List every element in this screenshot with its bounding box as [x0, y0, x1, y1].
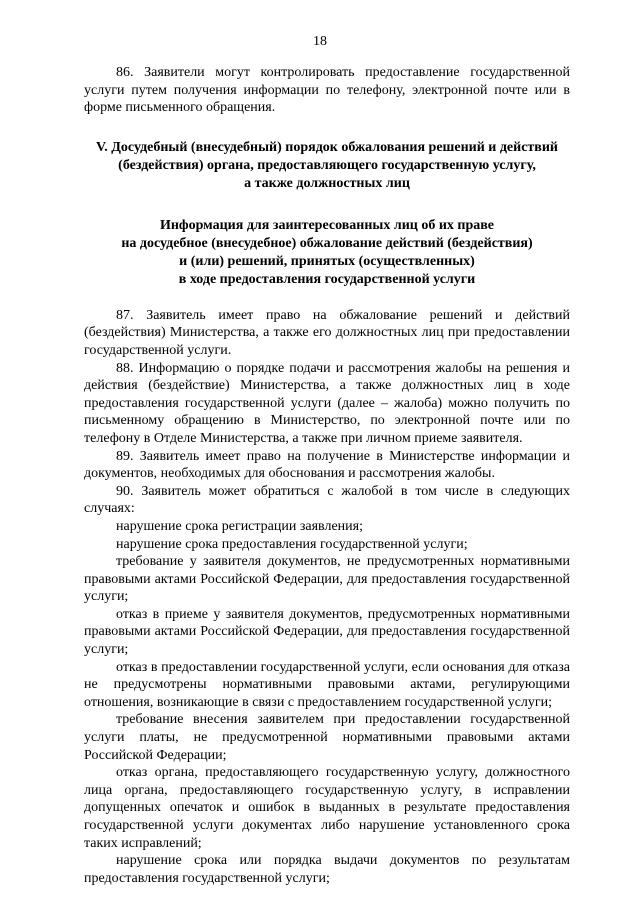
document-body: [84, 64, 570, 887]
case-item: нарушение срока предоставления государственной услуги;: [116, 536, 468, 552]
paragraph-90: 90. Заявитель может обратиться с жалобой в том числе в следующих случаях:: [84, 483, 570, 517]
case-item: нарушение срока регистрации заявления;: [116, 518, 363, 534]
paragraph-89: 89. Заявитель имеет право на получение в Министерстве информации и документов, необходимых для обоснования и рассмотрения жалобы.: [84, 448, 570, 482]
subsection-heading-line: в ходе предоставления государственной услуги: [178, 271, 476, 287]
case-item: отказ в приеме у заявителя документов, предусмотренных нормативными правовыми актами Российской Федерации, для предоставления государственной услуги;: [84, 606, 570, 658]
case-item: требование внесения заявителем при предоставлении государственной услуги платы, не предусмотренной нормативными правовыми актами Российской Федерации;: [84, 712, 570, 763]
case-item: требование у заявителя документов, не предусмотренных нормативными правовыми актами Российской Федерации, для предоставления государственной услуги;: [84, 554, 570, 605]
subsection-heading-line: на досудебное (внесудебное) обжалование действий (бездействия): [121, 235, 533, 251]
paragraph-88: 88. Информацию о порядке подачи и рассмотрения жалобы на решения и действия (бездействие) Министерства, а также должностных лиц в ходе предоставления государственной услуги (далее – жалоба) можно получить по письменному обращению в Министерство, по электронной почте или по телефону в Отделе Министерства, а также при личном приеме заявителя.: [84, 360, 570, 446]
section-heading: [84, 139, 570, 193]
paragraphs-block: [84, 307, 570, 888]
case-item: отказ органа, предоставляющего государственную услугу, должностного лица органа, предоставляющего государственную услугу, в исправлении допущенных опечаток и ошибок в выданных в результате предоставления государственной услуги документах либо нарушение установленного срока таких исправлений;: [84, 765, 570, 851]
case-item: отказ в предоставлении государственной услуги, если основания для отказа не предусмотрены нормативными правовыми актами, регулирующими отношения, возникающие в связи с предоставлением государственной услуги;: [84, 659, 570, 710]
section-heading-line: а также должностных лиц: [244, 175, 410, 191]
paragraph-86: 86. Заявители могут контролировать предоставление государственной услуги путем получения информации по телефону, электронной почте или в форме письменного обращения.: [84, 65, 570, 116]
paragraph-87: 87. Заявитель имеет право на обжалование решений и действий (бездействия) Министерства, а также его должностных лиц при предоставлении государственной услуги.: [84, 307, 570, 358]
page-number: 18: [313, 34, 327, 49]
subsection-heading-line: Информация для заинтересованных лиц об их праве: [159, 217, 495, 233]
section-heading-line: V. Досудебный (внесудебный) порядок обжалования решений и действий: [95, 139, 558, 155]
subsection-heading: [84, 217, 570, 289]
section-heading-line: (бездействия) органа, предоставляющего государственную услугу,: [118, 157, 536, 173]
subsection-heading-line: и (или) решений, принятых (осуществленных): [179, 253, 475, 269]
case-item: нарушение срока или порядка выдачи документов по результатам предоставления государственной услуги;: [84, 853, 570, 886]
